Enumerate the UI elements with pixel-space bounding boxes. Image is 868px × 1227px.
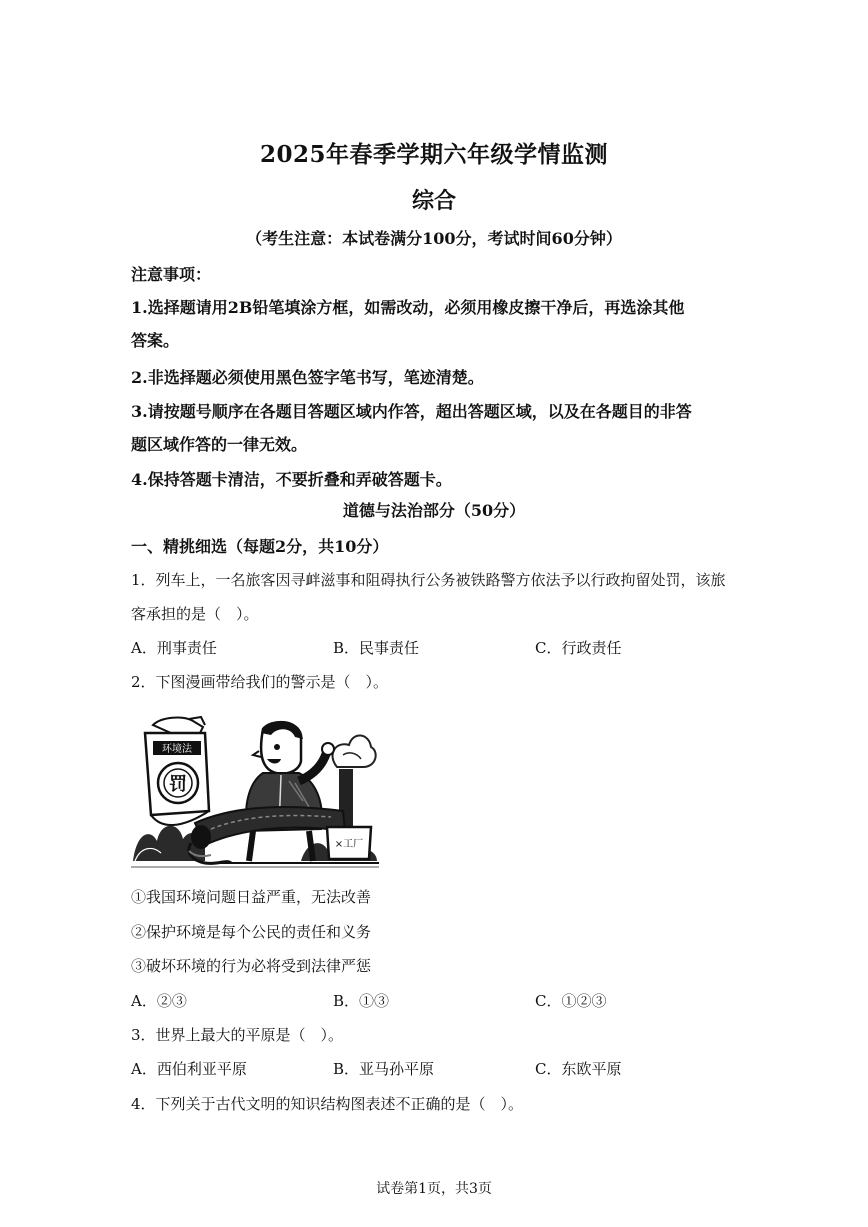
pollution-law-cartoon — [131, 711, 379, 869]
factory-label-text: ×工厂 — [334, 839, 364, 850]
question-2-option-a: A．②③ — [131, 992, 187, 1010]
question-2-statement-3: ③破坏环境的行为必将受到法律严惩 — [131, 957, 372, 975]
section-title: 道德与法治部分（50分） — [342, 501, 526, 520]
question-1-option-b: B．民事责任 — [333, 639, 420, 657]
penalty-stamp-text: 罚 — [169, 774, 187, 795]
question-3-option-a: A．西伯利亚平原 — [131, 1060, 247, 1078]
page-title: 2025年春季学期六年级学情监测 — [259, 141, 608, 168]
instructions-heading: 注意事项： — [131, 265, 212, 284]
instruction-3-line-1: 3.请按题号顺序在各题目答题区域内作答，超出答题区域，以及在各题目的非答 — [131, 402, 692, 421]
question-2-statement-2: ②保护环境是每个公民的责任和义务 — [131, 923, 372, 941]
instruction-1-line-2: 答案。 — [131, 331, 180, 350]
part-1-heading: 一、精挑细选（每题2分，共10分） — [131, 537, 389, 556]
instruction-1-line-1: 1.选择题请用2B铅笔填涂方框，如需改动，必须用橡皮擦干净后，再选涂其他 — [131, 298, 685, 317]
subject-title: 综合 — [411, 188, 456, 214]
exam-note: （考生注意：本试卷满分100分，考试时间60分钟） — [246, 229, 622, 248]
question-1-line-1: 1．列车上，一名旅客因寻衅滋事和阻碍执行公务被铁路警方依法予以行政拘留处罚，该旅 — [131, 571, 726, 589]
instruction-3-line-2: 题区域作答的一律无效。 — [131, 435, 308, 454]
question-2-stem: 2．下图漫画带给我们的警示是（ ）。 — [131, 673, 389, 691]
question-3-stem: 3．世界上最大的平原是（ ）。 — [131, 1026, 344, 1044]
question-2-option-c: C．①②③ — [535, 992, 607, 1010]
question-3-option-b: B．亚马孙平原 — [333, 1060, 435, 1078]
instruction-4: 4.保持答题卡清洁，不要折叠和弄破答题卡。 — [131, 470, 452, 489]
question-1-option-c: C．行政责任 — [535, 639, 622, 657]
question-1-option-a: A．刑事责任 — [131, 639, 217, 657]
law-sign-text: 环境法 — [162, 744, 192, 755]
question-2-option-b: B．①③ — [333, 992, 390, 1010]
page-footer: 试卷第1页，共3页 — [376, 1181, 492, 1197]
instruction-2: 2.非选择题必须使用黑色签字笔书写，笔迹清楚。 — [131, 368, 484, 387]
question-2-statement-1: ①我国环境问题日益严重，无法改善 — [131, 888, 372, 906]
question-4-stem: 4．下列关于古代文明的知识结构图表述不正确的是（ ）。 — [131, 1095, 524, 1113]
question-1-line-2: 客承担的是（ ）。 — [131, 605, 259, 623]
question-3-option-c: C．东欧平原 — [535, 1060, 622, 1078]
